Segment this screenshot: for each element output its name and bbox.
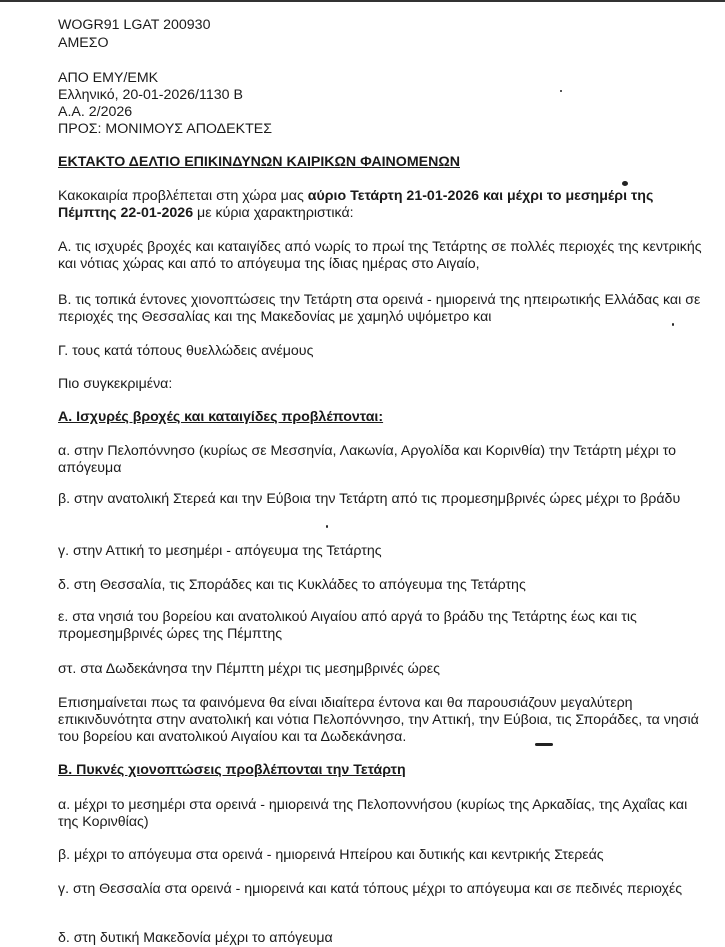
section-b-heading: Β. Πυκνές χιονοπτώσεις προβλέπονται την Τετάρτη (58, 762, 406, 778)
section-b-item: δ. στη δυτική Μακεδονία μέχρι το απόγευμα (58, 930, 333, 946)
document-title: ΕΚΤΑΚΤΟ ΔΕΛΤΙΟ ΕΠΙΚΙΝΔΥΝΩΝ ΚΑΙΡΙΚΩΝ ΦΑΙΝΟΜΕΝΩΝ (58, 154, 460, 170)
intro-text: Κακοκαιρία προβλέπεται στη χώρα μας (58, 188, 308, 204)
header-from: ΑΠΟ ΕΜΥ/ΕΜΚ (58, 70, 159, 86)
scan-speck (560, 90, 562, 92)
section-b-item: γ. στη Θεσσαλία στα ορεινά - ημιορεινά και κατά τόπους μέχρι το απόγευμα και σε πεδινές περιοχές (58, 881, 683, 897)
scan-speck (622, 181, 628, 186)
section-a-item: α. στην Πελοπόννησο (κυρίως σε Μεσσηνία, Λακωνία, Αργολίδα και Κορινθία) την Τετάρτη μέχρι το απόγευμα (58, 443, 677, 476)
header-to: ΠΡΟΣ: ΜΟΝΙΜΟΥΣ ΑΠΟΔΕΚΤΕΣ (58, 121, 272, 137)
section-a-item: β. στην ανατολική Στερεά και την Εύβοια την Τετάρτη από τις προμεσημβρινές ώρες μέχρι το βράδυ (58, 491, 681, 507)
summary-item: Α. τις ισχυρές βροχές και καταιγίδες από νωρίς το πρωί της Τετάρτης σε πολλές περιοχές της κεντρικής και νότιας χώρας και από το απόγευμα της ίδιας ημέρας στο Αιγαίο, (58, 239, 702, 272)
scan-speck (672, 323, 674, 326)
header-priority: ΑΜΕΣΟ (58, 35, 109, 51)
section-a-heading: Α. Ισχυρές βροχές και καταιγίδες προβλέπονται: (58, 409, 384, 425)
section-a-item: δ. στη Θεσσαλία, τις Σποράδες και τις Κυκλάδες το απόγευμα της Τετάρτης (58, 577, 526, 593)
header-ref: Α.Α. 2/2026 (58, 104, 133, 120)
scan-speck (326, 525, 328, 528)
header-code: WOGR91 LGAT 200930 (58, 17, 211, 33)
section-b-item: α. μέχρι το μεσημέρι στα ορεινά - ημιορεινά της Πελοποννήσου (κυρίως της Αρκαδίας, της Αχαΐας και της Κορινθίας) (58, 797, 688, 830)
intro-text-end: με κύρια χαρακτηριστικά: (193, 205, 354, 221)
section-a-item: στ. στα Δωδεκάνησα την Πέμπτη μέχρι τις μεσημβρινές ώρες (58, 661, 440, 677)
scan-top-border (0, 0, 725, 2)
section-a-item: γ. στην Αττική το μεσημέρι - απόγευμα της Τετάρτης (58, 543, 382, 559)
specifically-label: Πιο συγκεκριμένα: (58, 376, 173, 392)
section-a-item: ε. στα νησιά του βορείου και ανατολικού Αιγαίου από αργά το βράδυ της Τετάρτης έως και τις προμεσημβρινές ώρες της Πέμπτης (58, 609, 637, 642)
summary-item: Β. τις τοπικά έντονες χιονοπτώσεις την Τετάρτη στα ορεινά - ημιορεινά της ηπειρωτικής Ελλάδας και σε περιοχές της Θεσσαλίας και της Μακεδονίας με χαμηλό υψόμετρο και (58, 292, 701, 325)
intro-paragraph (58, 188, 708, 222)
section-a-note: Επισημαίνεται πως τα φαινόμενα θα είναι ιδιαίτερα έντονα και θα παρουσιάζουν μεγαλύτερη επικινδυνότητα στην ανατολική και νότια Πελοπόννησο, την Αττική, την Εύβοια, τις Σποράδες, τα νησιά του βορείου και ανατολικού Αιγαίου και τα Δωδεκάνησα. (58, 695, 699, 745)
summary-item: Γ. τους κατά τόπους θυελλώδεις ανέμους (58, 343, 314, 359)
header-place-date: Ελληνικό, 20-01-2026/1130 Β (58, 87, 243, 103)
section-b-item: β. μέχρι το απόγευμα στα ορεινά - ημιορεινά Ηπείρου και δυτικής και κεντρικής Στερεάς (58, 847, 604, 863)
scan-speck (535, 743, 553, 746)
intro-dates: αύριο Τετάρτη 21-01-2026 και μέχρι το μεσημέρι της Πέμπτης 22-01-2026 (58, 188, 654, 221)
